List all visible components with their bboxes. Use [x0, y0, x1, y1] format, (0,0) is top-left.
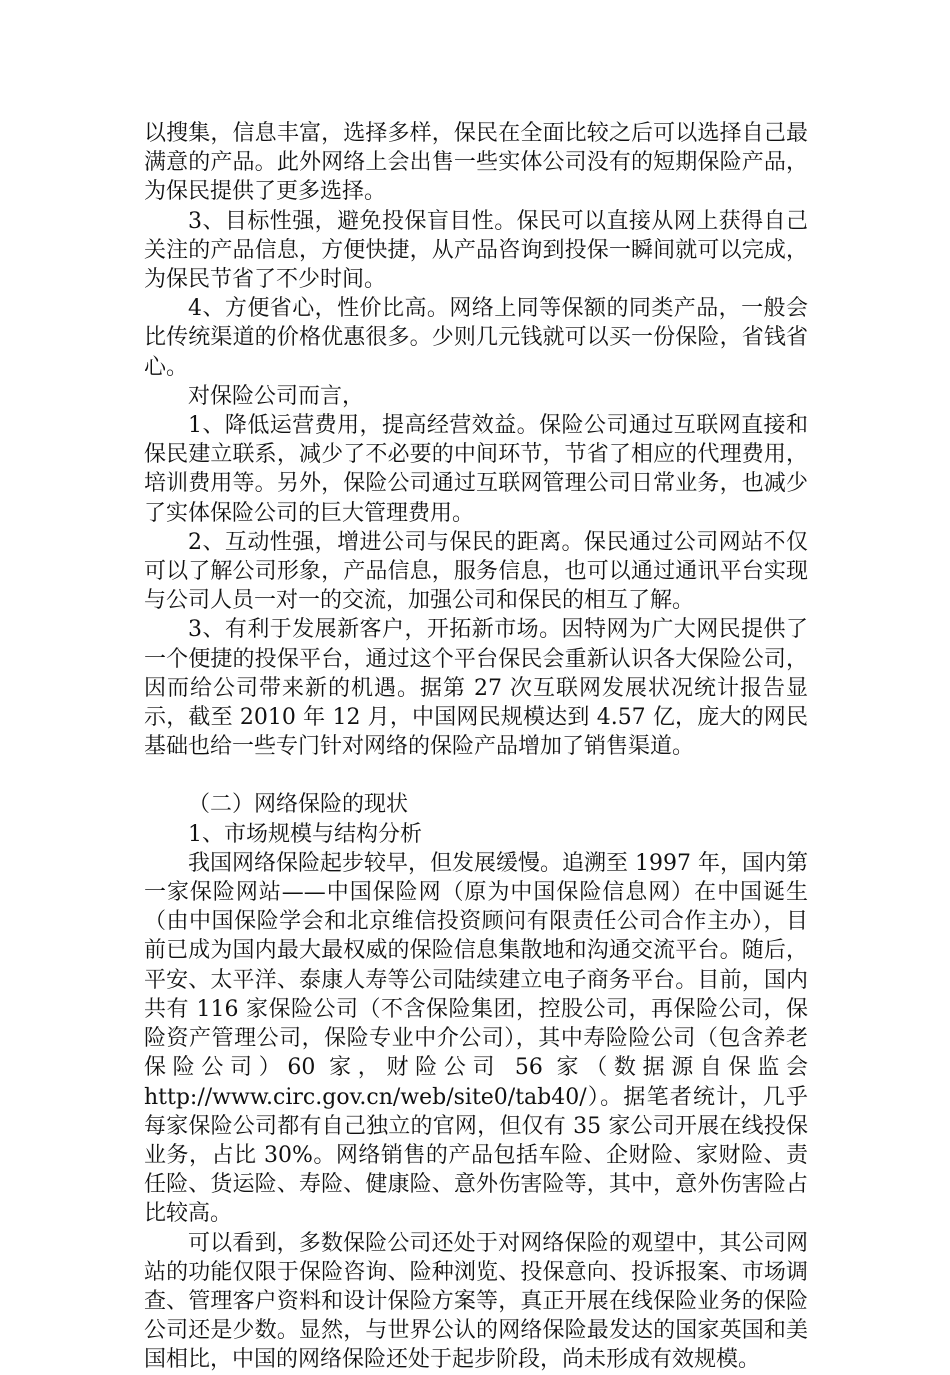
paragraph-insurer-intro: 对保险公司而言， — [188, 383, 365, 409]
section-heading-status: （二）网络保险的现状 — [188, 792, 409, 818]
paragraph-insurer-point-1: 1、降低运营费用，提高经营效益。保险公司通过互联网直接和保民建立联系，减少了不必要的中间环节，节省了相应的代理费用，培训费用等。另外，保险公司通过互联网管理公司日常业务，也减少了实体保险公司的巨大管理费用。 — [144, 413, 808, 526]
paragraph-point-3-targeted: 3、目标性强，避免投保盲目性。保民可以直接从网上获得自己关注的产品信息，方便快捷，从产品咨询到投保一瞬间就可以完成，为保民节省了不少时间。 — [144, 208, 808, 293]
paragraph-continued-intro: 以搜集，信息丰富，选择多样，保民在全面比较之后可以选择自己最满意的产品。此外网络上会出售一些实体公司没有的短期保险产品，为保民提供了更多选择。 — [144, 121, 808, 205]
paragraph-insurer-point-2: 2、互动性强，增进公司与保民的距离。保民通过公司网站不仅可以了解公司形象，产品信息，服务信息，也可以通过通讯平台实现与公司人员一对一的交流，加强公司和保民的相互了解。 — [144, 529, 808, 614]
document-body — [144, 119, 808, 1375]
paragraph-conclusion: 可以看到，多数保险公司还处于对网络保险的观望中，其公司网站的功能仅限于保险咨询、险种浏览、投保意向、投诉报案、市场调查、管理客户资料和设计保险方案等，真正开展在线保险业务的保险公司还是少数。显然，与世界公认的网络保险最发达的国家英国和美国相比，中国的网络保险还处于起步阶段，尚未形成有效规模。 — [144, 1230, 808, 1373]
paragraph-insurer-point-3: 3、有利于发展新客户，开拓新市场。因特网为广大网民提供了一个便捷的投保平台，通过这个平台保民会重新认识各大保险公司，因而给公司带来新的机遇。据第 27 次互联网发展状况统计报告显示，截至 2010 年 12 月，中国网民规模达到 4.57 亿，庞大的网民基础也给一些专门针对网络的保险产品增加了销售渠道。 — [144, 617, 808, 760]
subsection-heading-market: 1、市场规模与结构分析 — [188, 821, 422, 847]
paragraph-point-4-convenient: 4、方便省心，性价比高。网络上同等保额的同类产品，一般会比传统渠道的价格优惠很多。少则几元钱就可以买一份保险，省钱省心。 — [144, 296, 808, 380]
paragraph-market-analysis: 我国网络保险起步较早，但发展缓慢。追溯至 1997 年，国内第一家保险网站——中国保险网（原为中国保险信息网）在中国诞生（由中国保险学会和北京维信投资顾问有限责任公司合作主办），目前已成为国内最大最权威的保险信息集散地和沟通交流平台。随后，平安、太平洋、泰康人寿等公司陆续建立电子商务平台。目前，国内共有 116 家保险公司（不含保险集团，控股公司，再保险公司，保险资产管理公司，保险专业中介公司），其中寿险险公司（包含养老保险公司）60 家，财险公司 56 家（数据源自保监会 http://www.circ.gov.cn/web/site0/tab40/）。据笔者统计，几乎每家保险公司都有自己独立的官网，但仅有 35 家公司开展在线投保业务，占比 30%。网络销售的产品包括车险、企财险、家财险、责任险、货运险、寿险、健康险、意外伤害险等，其中，意外伤害险占比较高。 — [144, 850, 808, 1227]
